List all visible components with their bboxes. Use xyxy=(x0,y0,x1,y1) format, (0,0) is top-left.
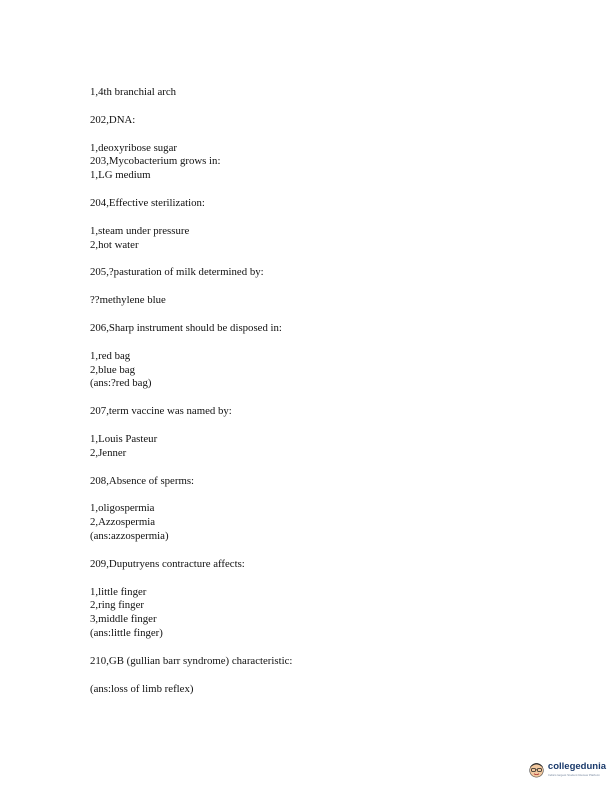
text-line: 202,DNA: xyxy=(90,113,136,126)
paragraph xyxy=(90,405,570,419)
paragraph xyxy=(90,558,570,572)
text-line: 2,blue bag xyxy=(90,363,135,376)
collegedunia-logo xyxy=(528,761,606,778)
paragraph xyxy=(90,350,570,391)
paragraph xyxy=(90,433,570,461)
text-line: 1,red bag xyxy=(90,349,131,362)
text-line: 1,4th branchial arch xyxy=(90,86,177,98)
text-line: 1,LG medium xyxy=(90,169,151,182)
paragraph xyxy=(90,142,570,183)
paragraph xyxy=(90,655,570,669)
text-line: 3,middle finger xyxy=(90,613,157,626)
text-line: 1,deoxyribose sugar xyxy=(90,141,177,154)
document-body xyxy=(90,86,570,710)
paragraph xyxy=(90,114,570,128)
text-line: 1,little finger xyxy=(90,585,147,598)
paragraph xyxy=(90,294,570,308)
paragraph xyxy=(90,502,570,543)
text-line: 1,Louis Pasteur xyxy=(90,432,158,445)
text-line: 207,term vaccine was named by: xyxy=(90,405,232,418)
paragraph xyxy=(90,586,570,641)
text-line: 210,GB (gullian barr syndrome) characteristic: xyxy=(90,654,293,667)
mascot-face-icon xyxy=(528,761,545,778)
text-line: (ans:azzospermia) xyxy=(90,529,169,542)
paragraph xyxy=(90,86,570,100)
text-line: 1,oligospermia xyxy=(90,502,155,515)
text-line: ??methylene blue xyxy=(90,294,166,307)
paragraph xyxy=(90,266,570,280)
logo-tagline: India's largest Student Review Platform xyxy=(547,772,601,777)
text-line: 2,hot water xyxy=(90,238,139,251)
text-line: 1,steam under pressure xyxy=(90,224,190,237)
paragraph xyxy=(90,225,570,253)
text-line: 205,?pasturation of milk determined by: xyxy=(90,266,264,279)
text-line: (ans:loss of limb reflex) xyxy=(90,682,194,695)
text-line: 206,Sharp instrument should be disposed in: xyxy=(90,321,282,334)
text-line: 203,Mycobacterium grows in: xyxy=(90,155,221,168)
paragraph xyxy=(90,197,570,211)
text-line: (ans:?red bag) xyxy=(90,377,152,390)
text-line: 204,Effective sterilization: xyxy=(90,196,205,209)
text-line: 2,ring finger xyxy=(90,599,144,612)
text-line: 209,Duputryens contracture affects: xyxy=(90,557,245,570)
paragraph xyxy=(90,475,570,489)
paragraph xyxy=(90,683,570,697)
text-line: (ans:little finger) xyxy=(90,626,163,639)
text-line: 208,Absence of sperms: xyxy=(90,474,195,487)
text-line: 2,Jenner xyxy=(90,446,127,459)
logo-name: collegedunia xyxy=(547,761,606,773)
text-line: 2,Azzospermia xyxy=(90,516,156,529)
paragraph xyxy=(90,322,570,336)
